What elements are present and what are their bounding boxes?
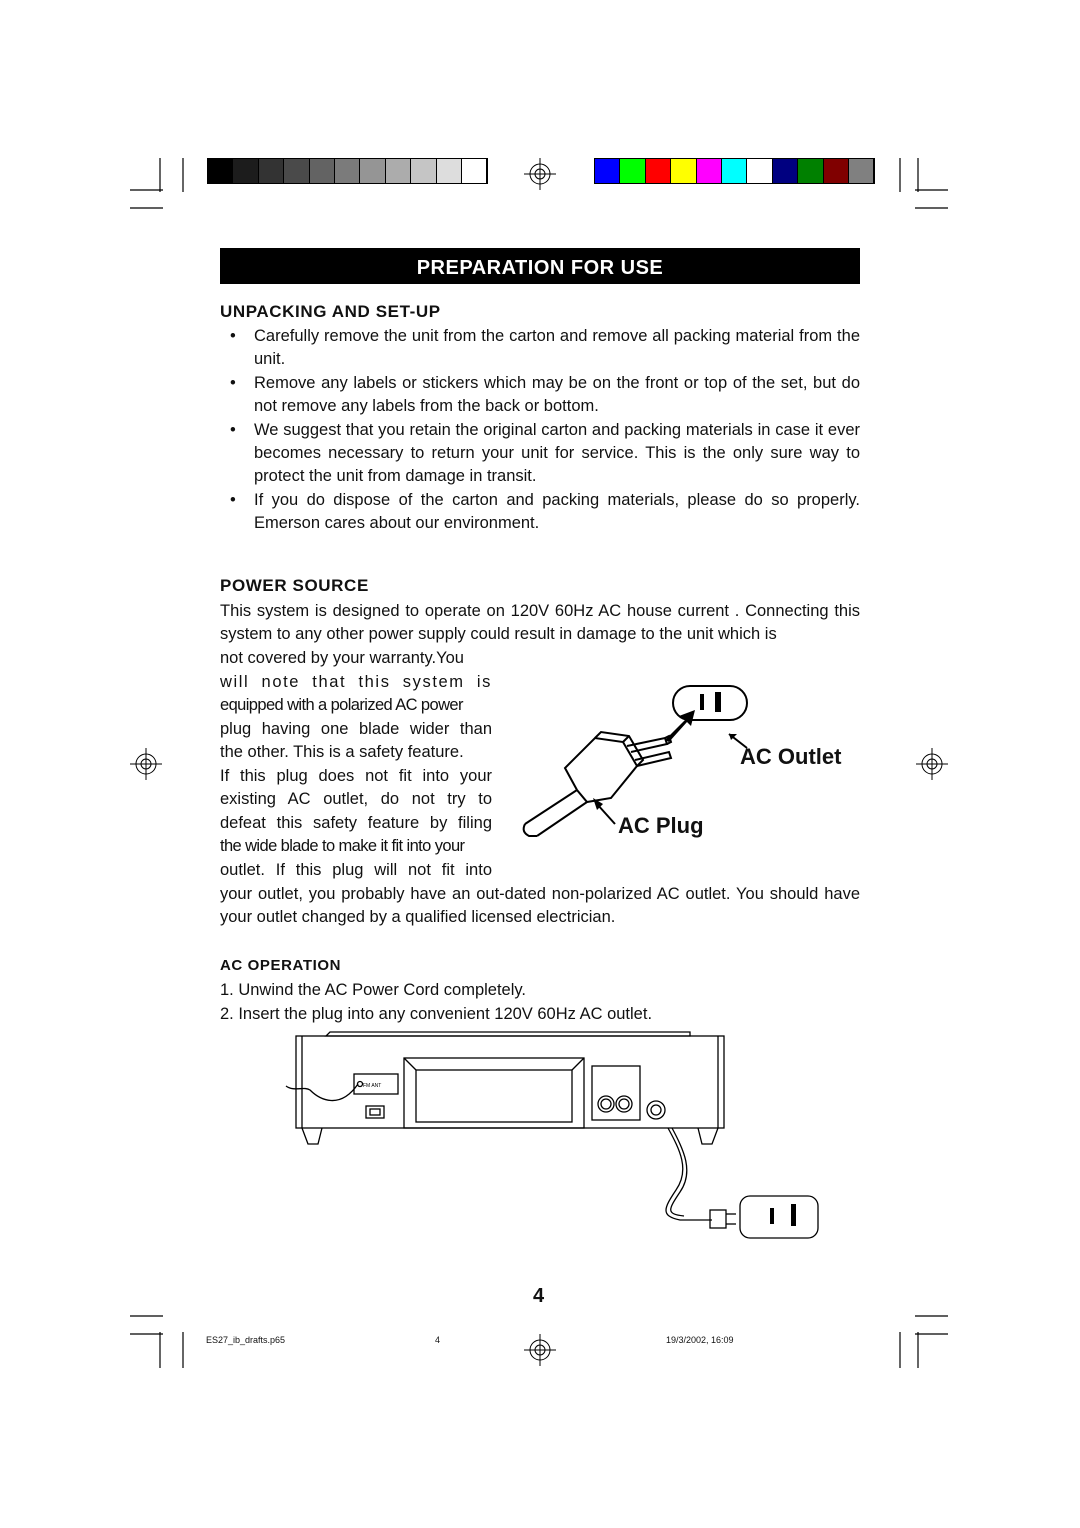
color-swatch [284, 159, 309, 183]
outlet-narrow-slot [700, 694, 704, 710]
color-swatch [773, 159, 798, 183]
color-swatch [462, 159, 487, 183]
text-line: the other. This is a safety feature. [220, 743, 464, 761]
text-line: outlet. If this plug will not fit into [220, 860, 492, 879]
color-swatch [824, 159, 849, 183]
unpacking-list [220, 325, 860, 535]
color-swatch [360, 159, 385, 183]
text-line: existing AC outlet, do not try to [220, 790, 492, 808]
gray-calibration-bar [207, 158, 488, 184]
text-line: will note that this system is [220, 672, 492, 691]
footer-datetime: 19/3/2002, 16:09 [666, 1335, 734, 1345]
registration-mark-left [130, 748, 162, 780]
color-calibration-bar [594, 158, 875, 184]
text-line: If this plug does not fit into your [220, 766, 492, 785]
color-swatch [697, 159, 722, 183]
ac-outlet-label: AC Outlet [740, 744, 842, 769]
color-swatch [233, 159, 258, 183]
color-swatch [386, 159, 411, 183]
power-source-tail: your outlet, you probably have an out-dated non-polarized AC outlet. You should have your outlet changed by a qualified licensed electrician. [220, 885, 860, 926]
text-line: defeat this safety feature by filing [220, 813, 492, 832]
color-swatch [411, 159, 436, 183]
list-item: • We suggest that you retain the original carton and packing materials in case it ever becomes necessary to return your unit for service. This is the only sure way to protect the unit from damage in transit. [220, 419, 860, 488]
fm-ant-label: FM ANT [363, 1083, 382, 1089]
registration-mark-bottom [524, 1334, 556, 1366]
color-swatch [620, 159, 645, 183]
ac-operation-heading: AC OPERATION [220, 957, 342, 974]
outlet-wide-slot [791, 1204, 796, 1226]
color-swatch [646, 159, 671, 183]
power-source-intro: This system is designed to operate on 120V 60Hz AC house current . Connecting this system to any other power supply could result in damage to the unit which is [220, 602, 860, 643]
unpacking-heading: UNPACKING AND SET-UP [220, 302, 441, 321]
footer-file-name: ES27_ib_drafts.p65 [206, 1335, 286, 1345]
power-source-heading: POWER SOURCE [220, 576, 369, 595]
unit-rear-panel-illustration [280, 1030, 840, 1250]
list-item: • Carefully remove the unit from the carton and remove all packing material from the unit. [220, 325, 860, 371]
list-item: 2. Insert the plug into any convenient 120V 60Hz AC outlet. [220, 1005, 653, 1023]
ac-operation-steps [220, 978, 860, 1026]
color-swatch [595, 159, 620, 183]
color-swatch [335, 159, 360, 183]
color-swatch [208, 159, 233, 183]
color-swatch [671, 159, 696, 183]
color-swatch [849, 159, 874, 183]
outlet-wide-slot [715, 692, 721, 712]
list-item: • Remove any labels or stickers which may be on the front or top of the set, but do not remove any labels from the back or bottom. [220, 372, 860, 418]
color-swatch [798, 159, 823, 183]
color-swatch [747, 159, 772, 183]
color-swatch [259, 159, 284, 183]
text-line: plug having one blade wider than [220, 719, 492, 738]
color-swatch [310, 159, 335, 183]
outlet-narrow-slot [770, 1208, 774, 1224]
ac-plug-label: AC Plug [618, 813, 704, 838]
text-line: the wide blade to make it fit into your [220, 837, 465, 855]
section-banner: PREPARATION FOR USE [220, 248, 860, 284]
unpacking-list-container [220, 325, 860, 536]
arrow-to-outlet-icon [665, 710, 695, 742]
list-item: 1. Unwind the AC Power Cord completely. [220, 981, 526, 999]
color-swatch [722, 159, 747, 183]
footer-page: 4 [435, 1335, 441, 1345]
color-swatch [437, 159, 462, 183]
power-source-narrow-text [220, 647, 492, 882]
text-line: not covered by your warranty.You [220, 649, 464, 667]
text-line: equipped with a polarized AC power [220, 696, 463, 714]
list-item: • If you do dispose of the carton and packing materials, please do so properly. Emerson cares about our environment. [220, 489, 860, 535]
page-number: 4 [533, 1285, 545, 1307]
registration-mark-top [524, 158, 556, 190]
registration-mark-right [916, 748, 948, 780]
